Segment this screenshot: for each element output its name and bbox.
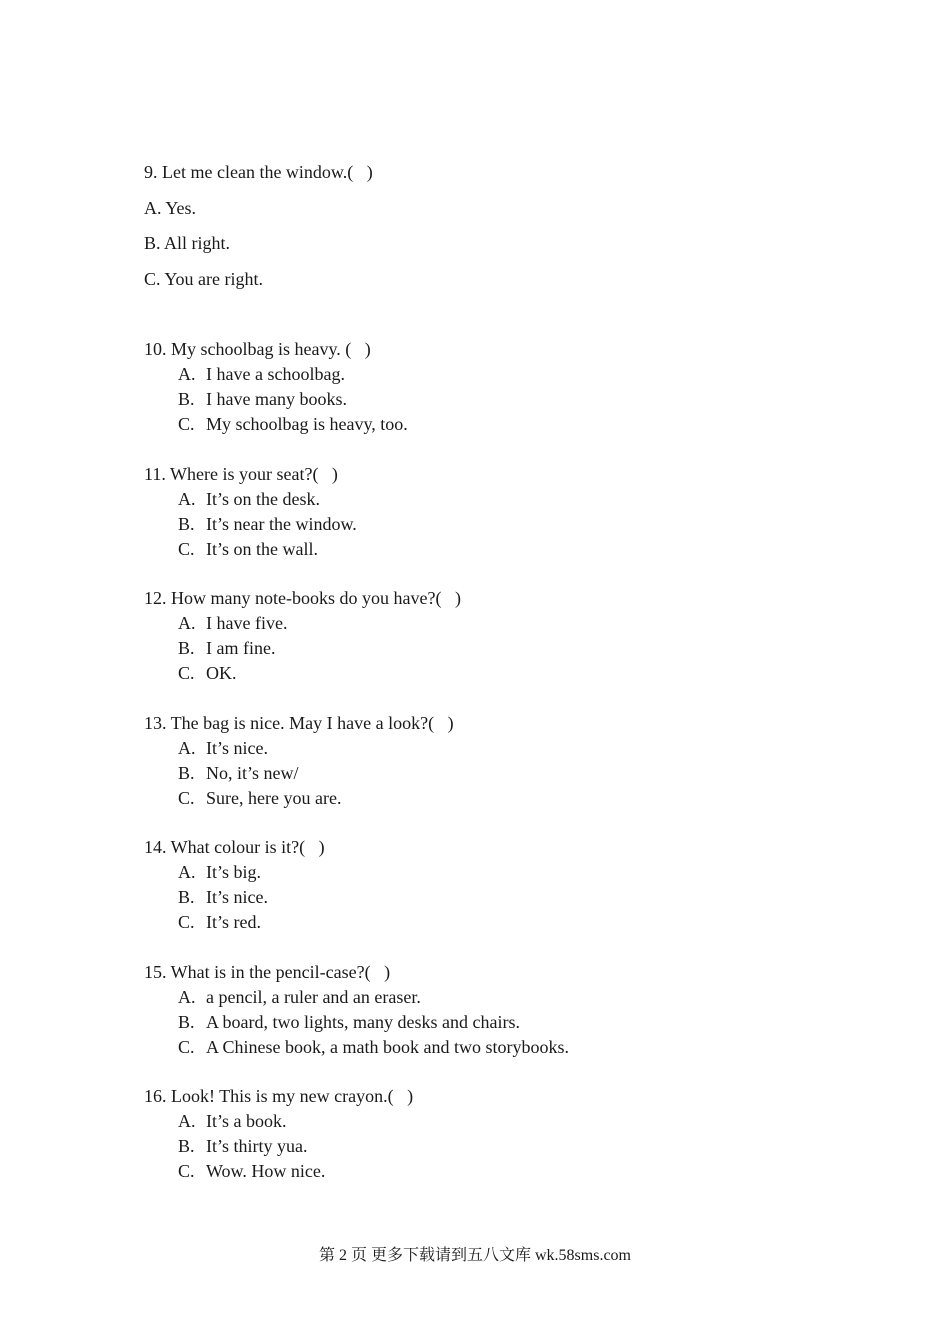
option-letter: C. bbox=[178, 787, 195, 808]
option-b bbox=[144, 512, 461, 537]
question-11 bbox=[144, 462, 461, 587]
option-letter: B. bbox=[178, 1011, 195, 1032]
option-b bbox=[144, 1010, 520, 1035]
question-list bbox=[144, 337, 569, 1209]
option-text: I have a schoolbag. bbox=[206, 364, 345, 384]
option-text: I have five. bbox=[206, 613, 288, 633]
option-letter: A. bbox=[178, 986, 196, 1007]
option-c bbox=[144, 910, 461, 935]
question-16 bbox=[144, 1084, 461, 1209]
option-text: I have many books. bbox=[206, 389, 347, 409]
option-letter: A. bbox=[178, 1111, 196, 1131]
option-text: My schoolbag is heavy, too. bbox=[206, 414, 408, 434]
option-b bbox=[144, 1134, 461, 1159]
option-text: a pencil, a ruler and an eraser. bbox=[206, 986, 421, 1007]
option-letter: A. bbox=[178, 862, 196, 882]
option-letter: A. bbox=[178, 613, 196, 633]
question-9-option-b: B. All right. bbox=[144, 233, 231, 253]
option-c bbox=[144, 1159, 461, 1184]
option-b bbox=[144, 636, 461, 661]
option-b bbox=[144, 387, 461, 412]
option-a bbox=[144, 985, 461, 1010]
option-text: It’s nice. bbox=[206, 737, 268, 758]
question-text: 11. Where is your seat?( ) bbox=[144, 463, 338, 484]
question-text: 13. The bag is nice. May I have a look?( ) bbox=[144, 712, 454, 733]
option-letter: C. bbox=[178, 1036, 195, 1057]
option-text: I am fine. bbox=[206, 638, 276, 658]
option-text: Wow. How nice. bbox=[206, 1161, 326, 1181]
page-footer: 第 2 页 更多下载请到五八文库 wk.58sms.com bbox=[318, 1247, 631, 1264]
option-letter: A. bbox=[178, 364, 196, 384]
option-text: It’s red. bbox=[206, 912, 261, 932]
question-9-option-c: C. You are right. bbox=[144, 268, 264, 289]
question-9 bbox=[144, 160, 373, 302]
option-text: A Chinese book, a math book and two storybooks. bbox=[206, 1036, 569, 1057]
option-c bbox=[144, 661, 461, 686]
question-12 bbox=[144, 586, 461, 711]
option-c bbox=[144, 412, 461, 437]
option-text: No, it’s new/ bbox=[206, 762, 299, 783]
option-a bbox=[144, 611, 461, 636]
option-text: It’s on the wall. bbox=[206, 538, 318, 559]
option-a bbox=[144, 736, 461, 761]
question-text: 10. My schoolbag is heavy. ( ) bbox=[144, 339, 371, 359]
option-text: It’s on the desk. bbox=[206, 488, 320, 509]
option-letter: C. bbox=[178, 538, 195, 559]
question-15 bbox=[144, 960, 569, 1085]
option-letter: B. bbox=[178, 389, 195, 409]
option-letter: C. bbox=[178, 414, 195, 434]
option-letter: B. bbox=[178, 513, 195, 534]
option-text: It’s near the window. bbox=[206, 513, 357, 534]
question-9-option-a: A. Yes. bbox=[144, 197, 197, 218]
question-13 bbox=[144, 711, 461, 836]
option-text: Sure, here you are. bbox=[206, 787, 342, 808]
option-a bbox=[144, 362, 461, 387]
option-text: It’s big. bbox=[206, 862, 262, 882]
option-letter: B. bbox=[178, 1136, 195, 1156]
option-letter: C. bbox=[178, 1161, 195, 1181]
question-14 bbox=[144, 835, 461, 960]
option-c bbox=[144, 786, 461, 811]
option-a bbox=[144, 487, 461, 512]
option-letter: C. bbox=[178, 912, 195, 932]
option-a bbox=[144, 1109, 461, 1134]
question-text: 12. How many note-books do you have?( ) bbox=[144, 588, 461, 608]
question-text: 15. What is in the pencil-case?( ) bbox=[144, 961, 391, 982]
option-letter: A. bbox=[178, 737, 196, 758]
option-text: It’s nice. bbox=[206, 887, 268, 907]
question-text: 14. What colour is it?( ) bbox=[144, 837, 325, 857]
option-text: It’s a book. bbox=[206, 1111, 287, 1131]
question-10 bbox=[144, 337, 461, 462]
option-letter: B. bbox=[178, 638, 195, 658]
option-a bbox=[144, 860, 461, 885]
question-text: 16. Look! This is my new crayon.( ) bbox=[144, 1086, 414, 1106]
question-9-text: 9. Let me clean the window.( ) bbox=[144, 162, 373, 182]
option-text: OK. bbox=[206, 663, 237, 683]
option-b bbox=[144, 885, 461, 910]
option-c bbox=[144, 1035, 569, 1060]
option-c bbox=[144, 537, 461, 562]
option-text: It’s thirty yua. bbox=[206, 1136, 308, 1156]
option-letter: B. bbox=[178, 887, 195, 907]
option-letter: B. bbox=[178, 762, 195, 783]
option-letter: A. bbox=[178, 488, 196, 509]
option-letter: C. bbox=[178, 663, 195, 683]
option-b bbox=[144, 761, 461, 786]
option-text: A board, two lights, many desks and chairs. bbox=[206, 1011, 520, 1032]
